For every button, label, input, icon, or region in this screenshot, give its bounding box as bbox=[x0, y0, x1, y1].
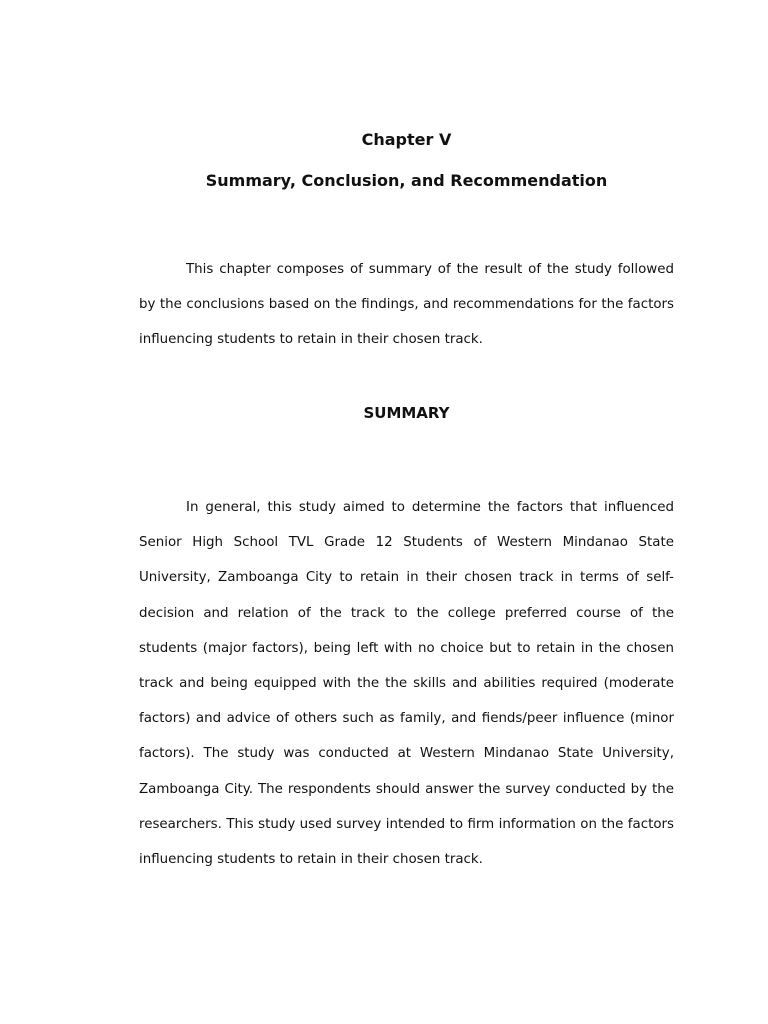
summary-paragraph: In general, this study aimed to determine the factors that influenced Senior High School TVL Grade 12 Students of Western Mindanao State University, Zamboanga City to retain in their chosen track in terms of self-decision and relation of the track to the college preferred course of the students (major factors), being left with no choice but to retain in the chosen track and being equipped with the the skills and abilities required (moderate factors) and advice of others such as family, and fiends/peer influence (minor factors). The study was conducted at Western Mindanao State University, Zamboanga City. The respondents should answer the survey conducted by the researchers. This study used survey intended to firm information on the factors influencing students to retain in their chosen track. bbox=[139, 500, 674, 868]
summary-heading: SUMMARY bbox=[363, 404, 450, 422]
intro-paragraph: This chapter composes of summary of the result of the study followed by the conclusions based on the findings, and recommendations for the factors influencing students to retain in their chosen track. bbox=[139, 262, 674, 348]
chapter-number: Chapter V bbox=[361, 130, 452, 149]
chapter-title: Summary, Conclusion, and Recommendation bbox=[205, 171, 608, 190]
